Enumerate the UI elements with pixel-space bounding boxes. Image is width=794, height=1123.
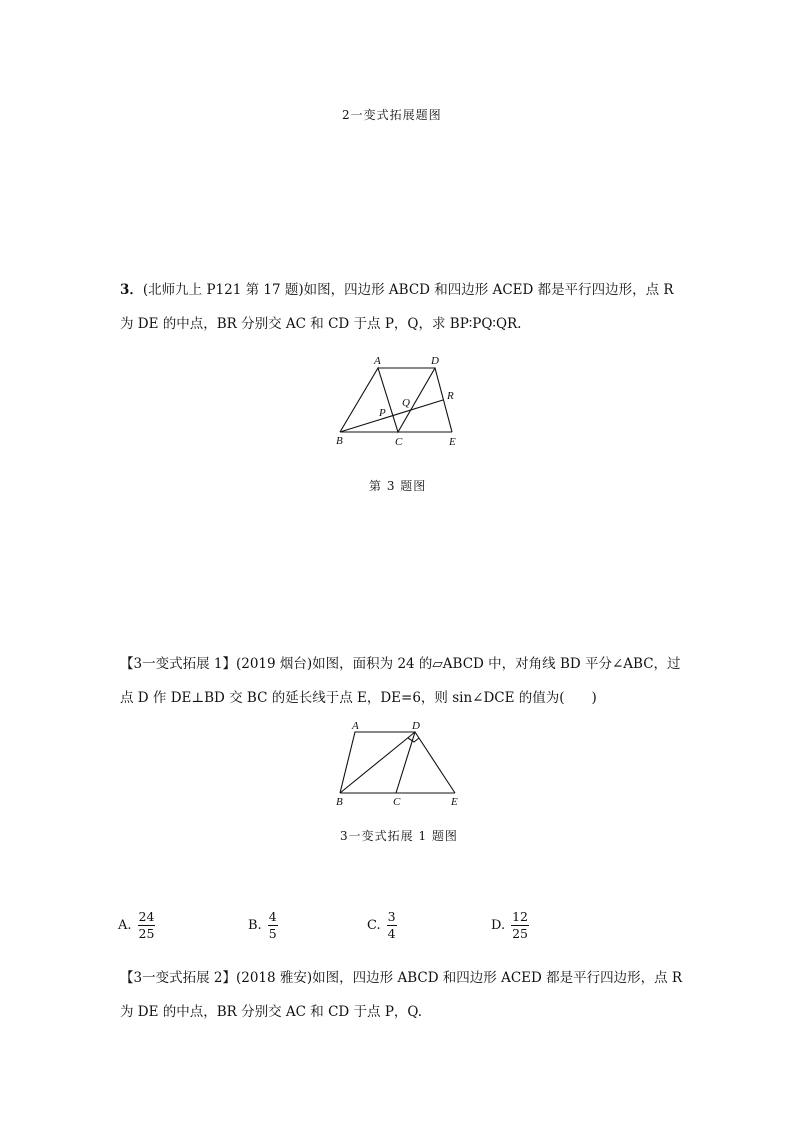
option-b[interactable] (248, 910, 278, 941)
option-d-fraction (511, 910, 529, 941)
option-c-fraction (387, 910, 397, 941)
extension-1-line-1: 【3一变式拓展 1】(2019 烟台)如图，面积为 24 的▱ABCD 中，对角线 BD 平分∠ABC，过 (120, 656, 681, 672)
option-d-denominator: 25 (512, 926, 528, 941)
option-d-numerator: 12 (512, 909, 528, 924)
question-3-text-1: (北师九上 P121 第 17 题)如图，四边形 ABCD 和四边形 ACED 都是平行四边形，点 R (142, 282, 674, 298)
fig-ext1-diagonal-bd (340, 732, 415, 793)
extension-1-line-2: 点 D 作 DE⊥BD 交 BC 的延长线于点 E，DE=6，则 sin∠DCE 的值为( ) (120, 690, 597, 706)
option-a-numerator: 24 (138, 909, 155, 924)
question-3-line-1 (120, 273, 674, 307)
option-a-denominator: 25 (138, 926, 155, 941)
option-b-letter: B. (248, 918, 262, 933)
fig3-segment-br (340, 400, 443, 432)
question-3-number: 3． (120, 282, 143, 298)
option-c-numerator: 3 (387, 909, 396, 924)
fig-ext1-label-e: E (451, 796, 458, 808)
fig-ext1-segment-de (415, 732, 455, 793)
fig3-label-p: P (379, 407, 386, 419)
extension-2-line-1: 【3一变式拓展 2】(2018 雅安)如图，四边形 ABCD 和四边形 ACED 都是平行四边形，点 R (120, 970, 683, 986)
option-a-letter: A. (118, 918, 132, 933)
option-c[interactable] (367, 910, 397, 941)
option-b-fraction (268, 910, 278, 941)
option-a-fraction (138, 910, 156, 941)
fig-ext1-label-b: B (336, 796, 343, 808)
fig-ext1-label-d: D (412, 720, 420, 732)
fig-ext1-label-a: A (352, 720, 359, 732)
option-d-letter: D. (491, 918, 506, 933)
fig3-label-c: C (395, 436, 403, 448)
fig3-label-q: Q (402, 397, 410, 409)
figure-caption-2: 2一变式拓展题图 (342, 108, 442, 122)
question-3-line-2: 为 DE 的中点，BR 分别交 AC 和 CD 于点 P，Q，求 BP∶PQ∶QR. (120, 316, 522, 332)
option-d[interactable] (491, 910, 529, 941)
option-a[interactable] (118, 910, 155, 941)
option-c-letter: C. (367, 918, 381, 933)
option-c-denominator: 4 (387, 926, 396, 941)
fig3-parallelograms (340, 368, 435, 432)
extension-2-line-2: 为 DE 的中点，BR 分别交 AC 和 CD 于点 P，Q. (120, 1004, 423, 1020)
option-b-numerator: 4 (268, 909, 277, 924)
fig3-label-d: D (431, 355, 439, 367)
figure-3-caption: 第 3 题图 (369, 479, 427, 493)
figure-extension-1 (328, 718, 468, 808)
fig3-label-b: B (336, 435, 343, 447)
fig3-label-a: A (374, 355, 381, 367)
option-b-denominator: 5 (268, 926, 277, 941)
fig-ext1-label-c: C (393, 796, 401, 808)
fig3-label-r: R (447, 390, 454, 402)
fig3-label-e: E (449, 436, 456, 448)
figure-extension-1-caption: 3一变式拓展 1 题图 (340, 829, 458, 843)
figure-3 (330, 352, 470, 452)
